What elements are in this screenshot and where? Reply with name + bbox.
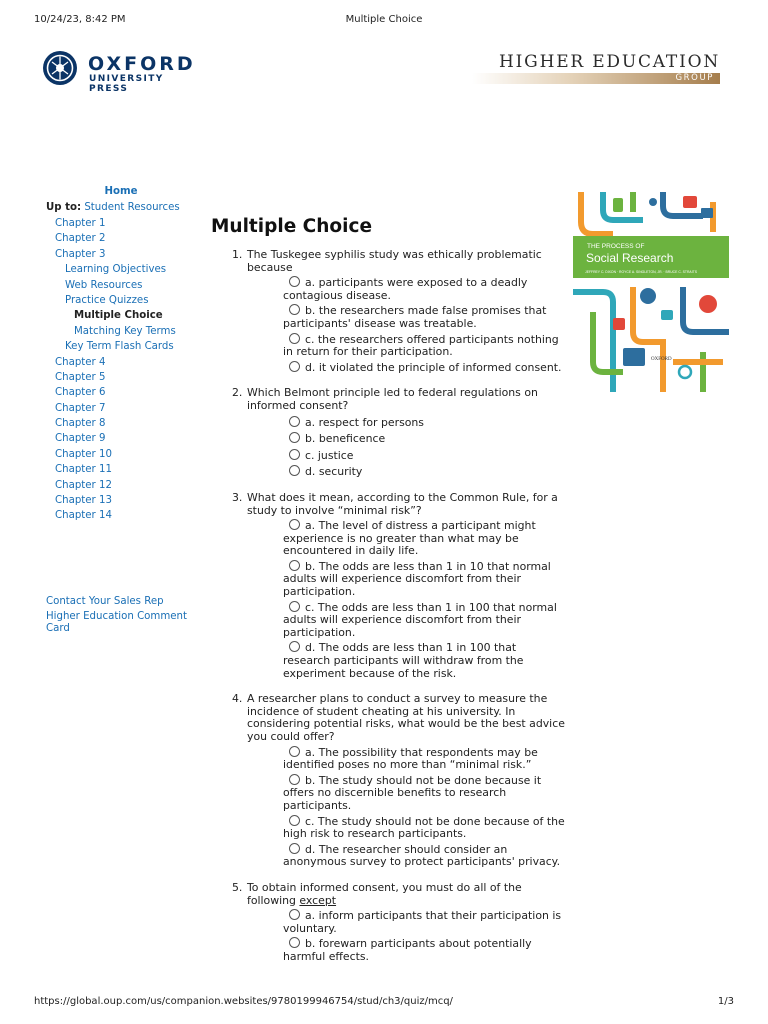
option bbox=[283, 815, 566, 841]
sidebar-item-chapter-1[interactable]: Chapter 1 bbox=[55, 218, 106, 229]
option bbox=[283, 641, 566, 680]
radio-button[interactable] bbox=[289, 333, 300, 344]
sidebar-item-chapter-6[interactable]: Chapter 6 bbox=[55, 387, 106, 399]
radio-button[interactable] bbox=[289, 361, 300, 372]
question-number: 1. bbox=[232, 248, 243, 261]
question-number: 4. bbox=[232, 692, 243, 706]
sidebar-item-chapter-7[interactable]: Chapter 7 bbox=[55, 402, 106, 414]
question-4 bbox=[232, 693, 566, 869]
option-text: c. The odds are less than 1 in 100 that normal adults will experience discomfort from their participation. bbox=[283, 600, 557, 639]
print-url: https://global.oup.com/us/companion.websites/9780199946754/stud/ch3/quiz/mcq/ bbox=[34, 996, 453, 1007]
heg-group: GROUP bbox=[675, 73, 714, 83]
option bbox=[283, 465, 566, 479]
higher-education-group-logo[interactable] bbox=[472, 52, 720, 86]
option bbox=[283, 449, 566, 463]
cover-publisher: OXFORD bbox=[651, 357, 672, 362]
option-text: b. the researchers made false promises that participants' disease was treatable. bbox=[283, 304, 547, 330]
option bbox=[283, 361, 566, 375]
radio-button[interactable] bbox=[289, 304, 300, 315]
question-5 bbox=[232, 882, 566, 964]
cover-authors: JEFFREY C. DIXON · ROYCE A. SINGLETON, JR. · BRUCE C. STRAITS bbox=[585, 270, 697, 274]
cover-title: Social Research bbox=[586, 251, 674, 265]
question-text: The Tuskegee syphilis study was ethically problematic because bbox=[247, 248, 542, 274]
student-resources-link[interactable]: Student Resources bbox=[84, 202, 180, 213]
radio-button[interactable] bbox=[289, 519, 300, 530]
option-text: d. The odds are less than 1 in 100 that research participants will withdraw from the experiment because of the risk. bbox=[283, 641, 524, 680]
sidebar-item-chapter-8[interactable]: Chapter 8 bbox=[55, 418, 106, 430]
question-number: 5. bbox=[232, 880, 243, 894]
sidebar-item-chapter-10[interactable]: Chapter 10 bbox=[55, 448, 112, 460]
question-text: Which Belmont principle led to federal regulations on informed consent? bbox=[247, 386, 538, 412]
cover-series: THE PROCESS OF bbox=[587, 243, 645, 250]
option-text: a. The level of distress a participant might experience is no greater than what may be encountered in daily life. bbox=[283, 519, 536, 558]
breadcrumb bbox=[46, 200, 196, 216]
sidebar-item-chapter-9[interactable]: Chapter 9 bbox=[55, 433, 106, 445]
radio-button[interactable] bbox=[289, 746, 300, 757]
option bbox=[283, 560, 566, 599]
option-text: b. The odds are less than 1 in 10 that normal adults will experience discomfort from their participation. bbox=[283, 559, 551, 599]
option-text: c. The study should not be done because of the high risk to research participants. bbox=[283, 814, 565, 841]
radio-button[interactable] bbox=[289, 449, 300, 460]
radio-button[interactable] bbox=[289, 909, 300, 920]
option-text: c. justice bbox=[305, 448, 354, 462]
option bbox=[283, 333, 566, 359]
radio-button[interactable] bbox=[289, 276, 300, 287]
option-text: c. the researchers offered participants nothing in return for their participation. bbox=[283, 332, 559, 359]
comment-card-link[interactable]: Higher Education Comment Card bbox=[46, 611, 187, 634]
chapter-list bbox=[46, 216, 196, 524]
option bbox=[283, 909, 566, 935]
option bbox=[283, 601, 566, 640]
radio-button[interactable] bbox=[289, 937, 300, 948]
question-text-emphasis: except bbox=[299, 893, 337, 907]
option bbox=[283, 843, 566, 869]
radio-button[interactable] bbox=[289, 641, 300, 652]
page-title: Multiple Choice bbox=[211, 216, 372, 237]
radio-button[interactable] bbox=[289, 560, 300, 571]
oxford-wordmark: OXFORD bbox=[88, 53, 196, 75]
sidebar-item-practice-quizzes[interactable]: Practice Quizzes bbox=[65, 294, 149, 306]
question-text: To obtain informed consent, you must do all of the following bbox=[247, 880, 522, 907]
option-text: b. beneficence bbox=[305, 432, 386, 446]
oxford-logo[interactable] bbox=[42, 50, 202, 94]
radio-button[interactable] bbox=[289, 774, 300, 785]
radio-button[interactable] bbox=[289, 601, 300, 612]
print-page-count: 1/3 bbox=[717, 996, 734, 1007]
oxford-emblem-icon bbox=[42, 50, 78, 86]
option bbox=[283, 432, 566, 446]
sidebar-item-multiple-choice: Multiple Choice bbox=[74, 310, 163, 322]
option-text: a. participants were exposed to a deadly contagious disease. bbox=[283, 276, 528, 302]
radio-button[interactable] bbox=[289, 432, 300, 443]
option-text: d. security bbox=[305, 465, 363, 479]
option bbox=[283, 937, 566, 963]
sidebar-item-key-term-flash-cards[interactable]: Key Term Flash Cards bbox=[65, 341, 174, 353]
question-number: 2. bbox=[232, 386, 243, 400]
option-text: a. The possibility that respondents may be identified poses no more than “minimal risk.” bbox=[283, 745, 538, 772]
sidebar-item-chapter-12[interactable]: Chapter 12 bbox=[55, 479, 112, 491]
question-number: 3. bbox=[232, 490, 243, 504]
question-2 bbox=[232, 387, 566, 479]
question-text: A researcher plans to conduct a survey to measure the incidence of student cheating at his university. In considering potential risks, what would be the best advice you could offer? bbox=[247, 692, 565, 743]
radio-button[interactable] bbox=[289, 843, 300, 854]
oxford-subtitle: UNIVERSITY PRESS bbox=[89, 74, 164, 94]
book-cover-image[interactable] bbox=[573, 192, 729, 392]
sidebar-footer-links bbox=[46, 596, 196, 638]
option bbox=[283, 774, 566, 813]
print-footer bbox=[34, 996, 734, 1010]
sidebar-item-web-resources[interactable]: Web Resources bbox=[65, 279, 143, 291]
sidebar-nav bbox=[46, 184, 196, 524]
radio-button[interactable] bbox=[289, 815, 300, 826]
upto-label: Up to: bbox=[46, 202, 82, 213]
sidebar-item-chapter-5[interactable]: Chapter 5 bbox=[55, 371, 106, 383]
question-text: What does it mean, according to the Common Rule, for a study to involve “minimal risk”? bbox=[247, 490, 558, 517]
sidebar-item-matching-key-terms[interactable]: Matching Key Terms bbox=[74, 325, 176, 337]
sidebar-item-chapter-13[interactable]: Chapter 13 bbox=[55, 495, 112, 507]
option-text: d. The researcher should consider an anonymous survey to protect participants' privacy. bbox=[283, 842, 561, 869]
option bbox=[283, 519, 566, 558]
radio-button[interactable] bbox=[289, 465, 300, 476]
option-text: b. The study should not be done because it offers no discernible benefits to research participants. bbox=[283, 773, 542, 812]
option-text: d. it violated the principle of informed consent. bbox=[305, 360, 562, 374]
sidebar-item-chapter-14[interactable]: Chapter 14 bbox=[55, 510, 112, 522]
sidebar-item-chapter-2[interactable]: Chapter 2 bbox=[55, 233, 106, 245]
option bbox=[283, 416, 566, 430]
quiz bbox=[232, 249, 566, 977]
question-3 bbox=[232, 492, 566, 680]
radio-button[interactable] bbox=[289, 416, 300, 427]
option bbox=[283, 276, 566, 302]
print-page-title: Multiple Choice bbox=[345, 14, 423, 25]
sidebar-item-chapter-3[interactable]: Chapter 3 bbox=[55, 248, 106, 260]
option bbox=[283, 746, 566, 772]
print-header bbox=[34, 14, 734, 28]
option bbox=[283, 304, 566, 330]
heg-title: HIGHER EDUCATION bbox=[499, 52, 720, 72]
contact-sales-rep-link[interactable]: Contact Your Sales Rep bbox=[46, 596, 164, 607]
sidebar-item-chapter-11[interactable]: Chapter 11 bbox=[55, 464, 112, 476]
sidebar-item-learning-objectives[interactable]: Learning Objectives bbox=[65, 264, 167, 276]
question-1 bbox=[232, 249, 566, 374]
sidebar-item-chapter-4[interactable]: Chapter 4 bbox=[55, 356, 106, 368]
option-text: a. inform participants that their participation is voluntary. bbox=[283, 909, 562, 935]
option-text: b. forewarn participants about potentially harmful effects. bbox=[283, 937, 532, 963]
print-datetime: 10/24/23, 8:42 PM bbox=[34, 14, 126, 25]
home-link[interactable]: Home bbox=[104, 186, 138, 197]
option-text: a. respect for persons bbox=[305, 415, 424, 429]
